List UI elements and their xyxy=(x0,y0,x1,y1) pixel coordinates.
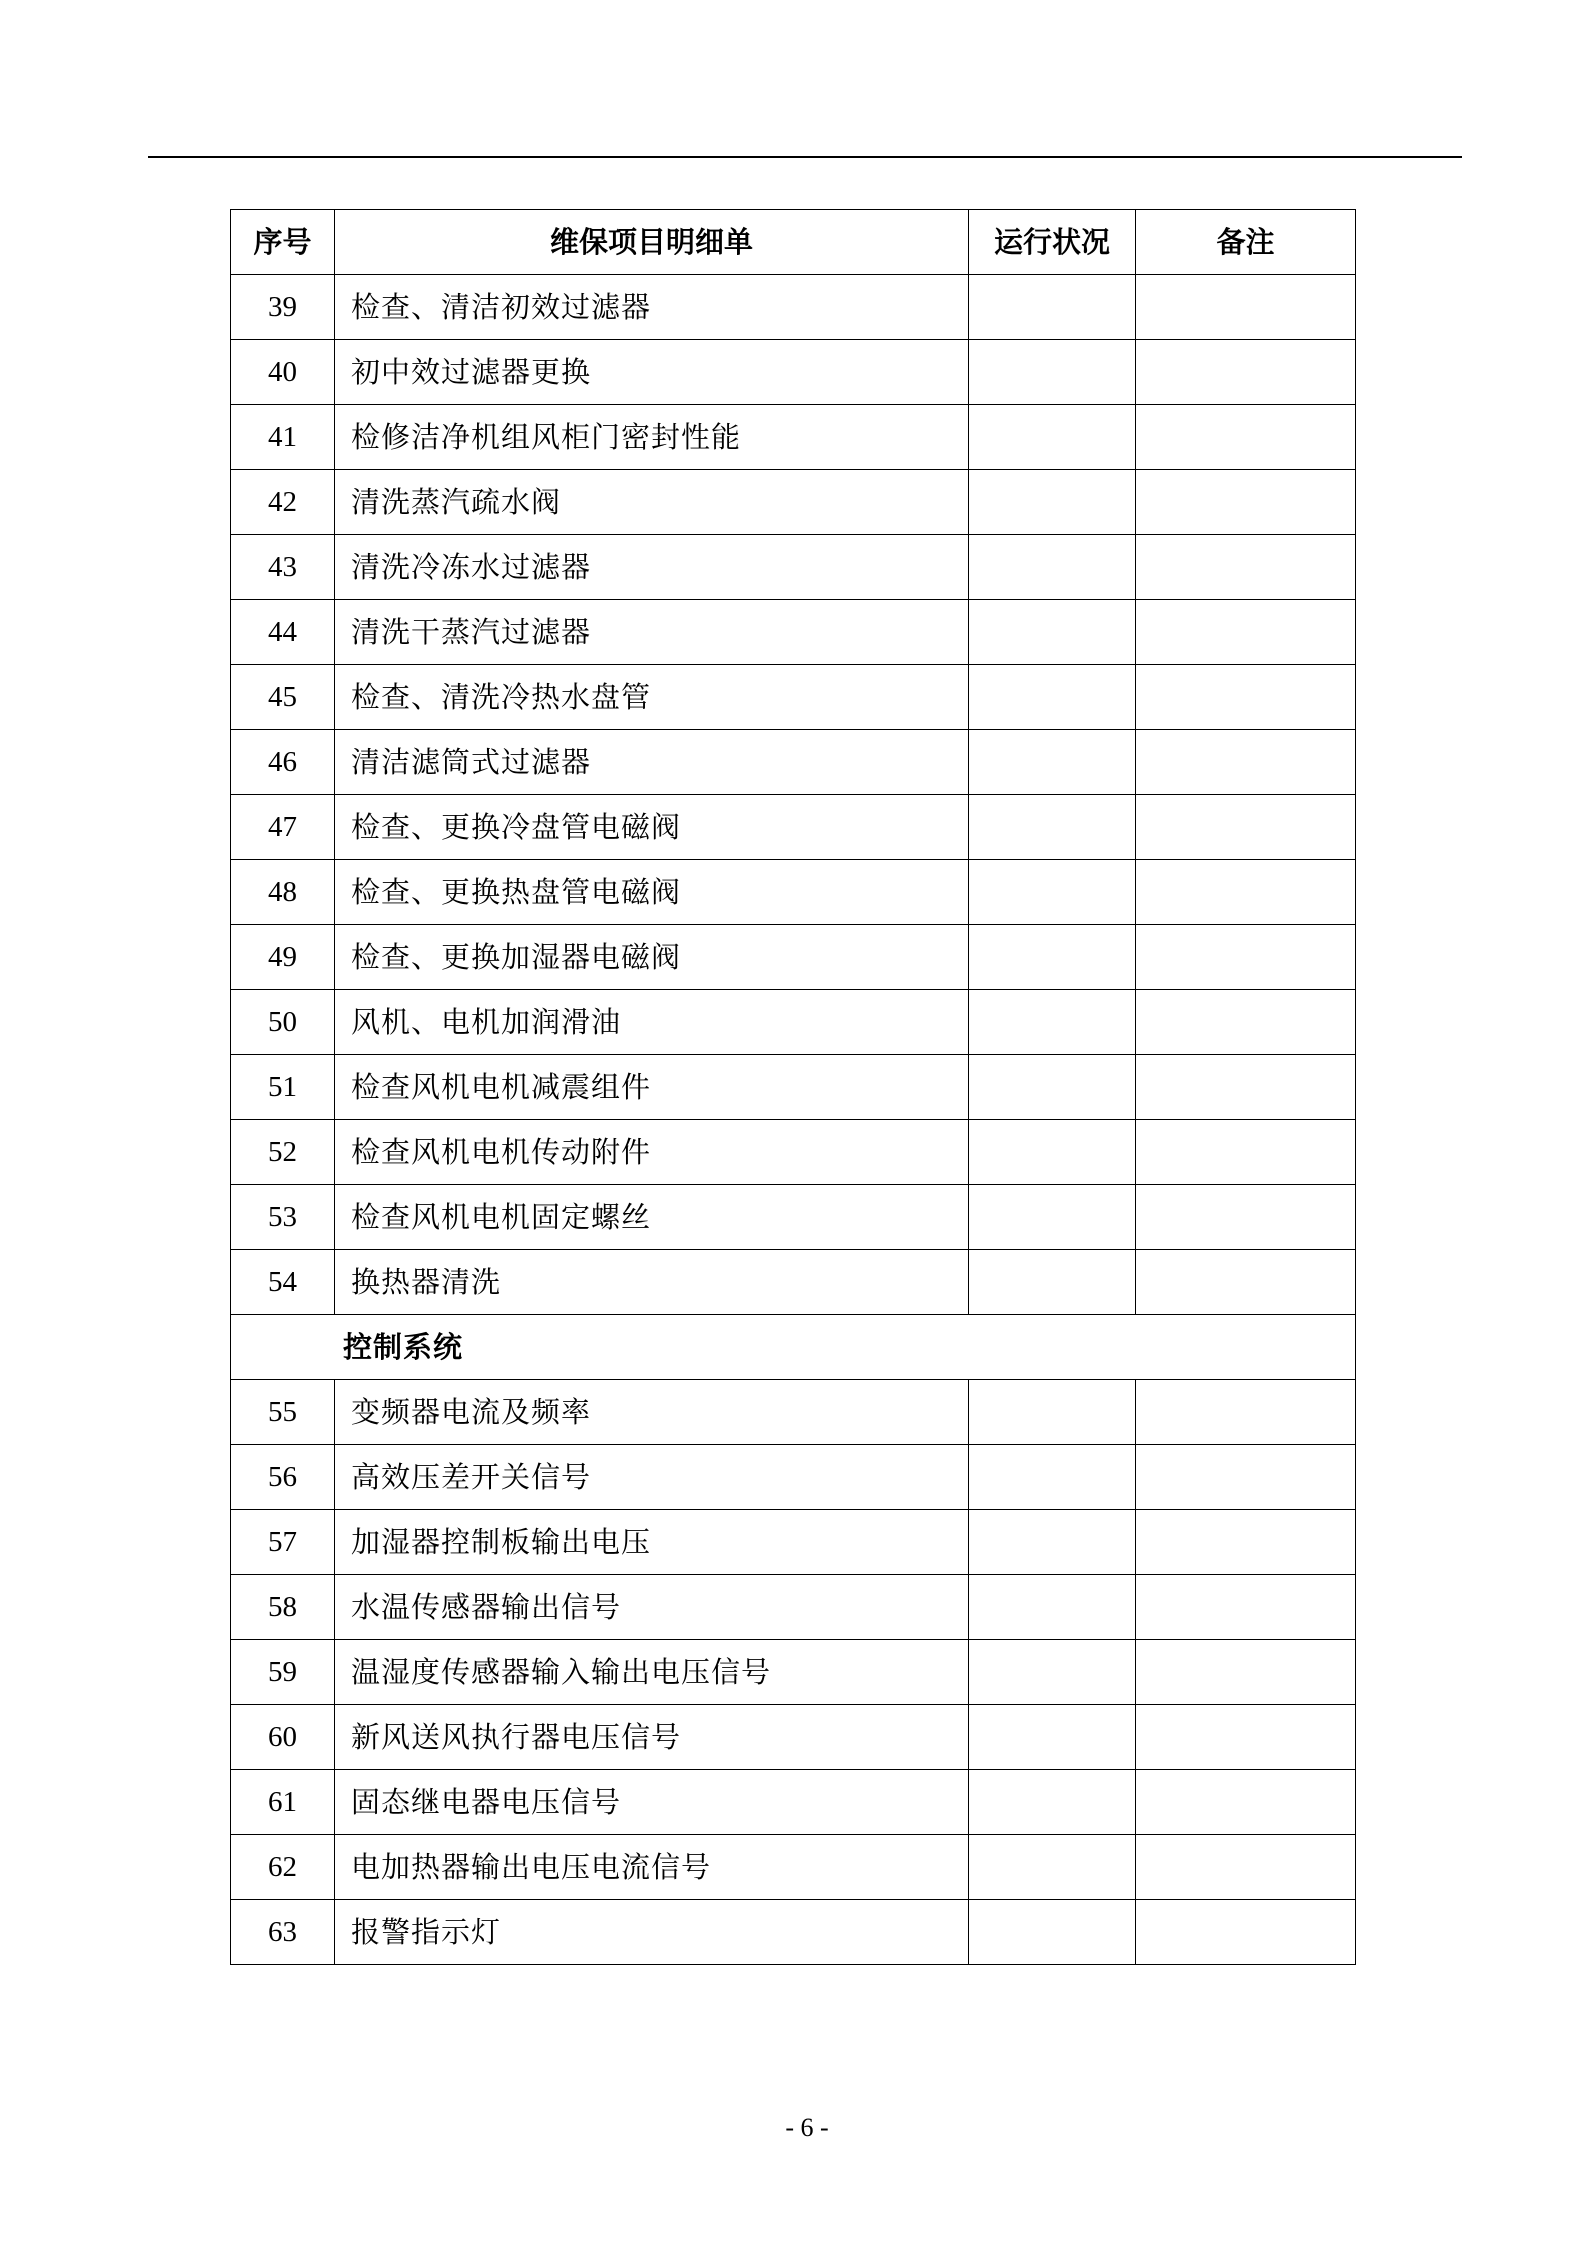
row-status-cell[interactable] xyxy=(969,1705,1136,1770)
row-status-cell[interactable] xyxy=(969,1250,1136,1315)
row-remark-cell[interactable] xyxy=(1136,535,1356,600)
row-item: 初中效过滤器更换 xyxy=(335,340,969,405)
row-status-cell[interactable] xyxy=(969,1900,1136,1965)
table-row xyxy=(231,535,1356,600)
row-item: 检修洁净机组风柜门密封性能 xyxy=(335,405,969,470)
section-title: 控制系统 xyxy=(231,1315,1356,1380)
row-number: 52 xyxy=(231,1120,335,1185)
table-row xyxy=(231,1445,1356,1510)
row-item: 变频器电流及频率 xyxy=(335,1380,969,1445)
table-row xyxy=(231,665,1356,730)
row-remark-cell[interactable] xyxy=(1136,1575,1356,1640)
row-item: 清洗干蒸汽过滤器 xyxy=(335,600,969,665)
table-row xyxy=(231,1380,1356,1445)
row-item: 电加热器输出电压电流信号 xyxy=(335,1835,969,1900)
table-row xyxy=(231,1250,1356,1315)
row-number: 48 xyxy=(231,860,335,925)
section-row xyxy=(231,1315,1356,1380)
row-status-cell[interactable] xyxy=(969,340,1136,405)
table-row xyxy=(231,1185,1356,1250)
row-remark-cell[interactable] xyxy=(1136,795,1356,860)
row-item: 检查风机电机减震组件 xyxy=(335,1055,969,1120)
row-status-cell[interactable] xyxy=(969,535,1136,600)
row-remark-cell[interactable] xyxy=(1136,1380,1356,1445)
row-remark-cell[interactable] xyxy=(1136,1770,1356,1835)
row-status-cell[interactable] xyxy=(969,1835,1136,1900)
row-item: 检查风机电机传动附件 xyxy=(335,1120,969,1185)
row-remark-cell[interactable] xyxy=(1136,1510,1356,1575)
row-status-cell[interactable] xyxy=(969,1055,1136,1120)
row-number: 53 xyxy=(231,1185,335,1250)
table-row xyxy=(231,990,1356,1055)
row-number: 60 xyxy=(231,1705,335,1770)
row-number: 43 xyxy=(231,535,335,600)
row-remark-cell[interactable] xyxy=(1136,1900,1356,1965)
table-body-maintenance xyxy=(231,275,1356,1315)
row-remark-cell[interactable] xyxy=(1136,665,1356,730)
table-header-row xyxy=(231,210,1356,275)
row-item: 水温传感器输出信号 xyxy=(335,1575,969,1640)
header-no: 序号 xyxy=(231,210,335,275)
row-number: 58 xyxy=(231,1575,335,1640)
row-item: 检查、更换冷盘管电磁阀 xyxy=(335,795,969,860)
row-item: 固态继电器电压信号 xyxy=(335,1770,969,1835)
row-remark-cell[interactable] xyxy=(1136,275,1356,340)
header-status: 运行状况 xyxy=(969,210,1136,275)
table-row xyxy=(231,1770,1356,1835)
row-number: 45 xyxy=(231,665,335,730)
row-remark-cell[interactable] xyxy=(1136,1055,1356,1120)
row-number: 57 xyxy=(231,1510,335,1575)
table-row xyxy=(231,405,1356,470)
row-status-cell[interactable] xyxy=(969,1575,1136,1640)
table-body-control xyxy=(231,1380,1356,1965)
row-remark-cell[interactable] xyxy=(1136,1705,1356,1770)
row-status-cell[interactable] xyxy=(969,1120,1136,1185)
row-number: 44 xyxy=(231,600,335,665)
row-status-cell[interactable] xyxy=(969,275,1136,340)
row-remark-cell[interactable] xyxy=(1136,1185,1356,1250)
header-item: 维保项目明细单 xyxy=(335,210,969,275)
table-row xyxy=(231,600,1356,665)
row-status-cell[interactable] xyxy=(969,795,1136,860)
row-remark-cell[interactable] xyxy=(1136,405,1356,470)
table-row xyxy=(231,925,1356,990)
row-item: 检查、更换热盘管电磁阀 xyxy=(335,860,969,925)
row-remark-cell[interactable] xyxy=(1136,600,1356,665)
row-remark-cell[interactable] xyxy=(1136,340,1356,405)
row-status-cell[interactable] xyxy=(969,1510,1136,1575)
row-remark-cell[interactable] xyxy=(1136,990,1356,1055)
row-number: 47 xyxy=(231,795,335,860)
row-number: 40 xyxy=(231,340,335,405)
row-status-cell[interactable] xyxy=(969,405,1136,470)
row-item: 清洁滤筒式过滤器 xyxy=(335,730,969,795)
row-number: 46 xyxy=(231,730,335,795)
row-status-cell[interactable] xyxy=(969,730,1136,795)
row-item: 加湿器控制板输出电压 xyxy=(335,1510,969,1575)
row-number: 42 xyxy=(231,470,335,535)
row-status-cell[interactable] xyxy=(969,1185,1136,1250)
row-number: 51 xyxy=(231,1055,335,1120)
row-status-cell[interactable] xyxy=(969,600,1136,665)
table-row xyxy=(231,730,1356,795)
row-item: 清洗蒸汽疏水阀 xyxy=(335,470,969,535)
row-remark-cell[interactable] xyxy=(1136,925,1356,990)
row-item: 检查、清洗冷热水盘管 xyxy=(335,665,969,730)
table-row xyxy=(231,860,1356,925)
table-row xyxy=(231,1705,1356,1770)
row-number: 59 xyxy=(231,1640,335,1705)
table-row xyxy=(231,795,1356,860)
table-row xyxy=(231,275,1356,340)
row-number: 55 xyxy=(231,1380,335,1445)
row-remark-cell[interactable] xyxy=(1136,1835,1356,1900)
table-row xyxy=(231,1835,1356,1900)
row-number: 56 xyxy=(231,1445,335,1510)
row-remark-cell[interactable] xyxy=(1136,730,1356,795)
row-status-cell[interactable] xyxy=(969,1640,1136,1705)
row-number: 54 xyxy=(231,1250,335,1315)
table-row xyxy=(231,1510,1356,1575)
row-status-cell[interactable] xyxy=(969,1380,1136,1445)
table-row xyxy=(231,1055,1356,1120)
row-item: 检查风机电机固定螺丝 xyxy=(335,1185,969,1250)
row-remark-cell[interactable] xyxy=(1136,1640,1356,1705)
table-row xyxy=(231,340,1356,405)
row-number: 49 xyxy=(231,925,335,990)
table-row xyxy=(231,1120,1356,1185)
row-status-cell[interactable] xyxy=(969,925,1136,990)
header-rule xyxy=(148,156,1462,158)
header-remark: 备注 xyxy=(1136,210,1356,275)
row-item: 风机、电机加润滑油 xyxy=(335,990,969,1055)
row-remark-cell[interactable] xyxy=(1136,860,1356,925)
row-status-cell[interactable] xyxy=(969,1445,1136,1510)
table-row xyxy=(231,1640,1356,1705)
page-number: - 6 - xyxy=(785,2113,829,2142)
row-remark-cell[interactable] xyxy=(1136,1120,1356,1185)
row-remark-cell[interactable] xyxy=(1136,1445,1356,1510)
row-item: 高效压差开关信号 xyxy=(335,1445,969,1510)
row-item: 温湿度传感器输入输出电压信号 xyxy=(335,1640,969,1705)
row-item: 报警指示灯 xyxy=(335,1900,969,1965)
row-status-cell[interactable] xyxy=(969,860,1136,925)
row-status-cell[interactable] xyxy=(969,470,1136,535)
row-number: 50 xyxy=(231,990,335,1055)
table-row xyxy=(231,1900,1356,1965)
row-number: 41 xyxy=(231,405,335,470)
row-number: 63 xyxy=(231,1900,335,1965)
row-status-cell[interactable] xyxy=(969,990,1136,1055)
row-item: 新风送风执行器电压信号 xyxy=(335,1705,969,1770)
row-remark-cell[interactable] xyxy=(1136,470,1356,535)
table-body-section xyxy=(231,1315,1356,1380)
row-number: 39 xyxy=(231,275,335,340)
row-number: 61 xyxy=(231,1770,335,1835)
row-remark-cell[interactable] xyxy=(1136,1250,1356,1315)
maintenance-table xyxy=(230,209,1356,1965)
row-item: 换热器清洗 xyxy=(335,1250,969,1315)
row-status-cell[interactable] xyxy=(969,1770,1136,1835)
row-status-cell[interactable] xyxy=(969,665,1136,730)
row-item: 检查、清洁初效过滤器 xyxy=(335,275,969,340)
row-number: 62 xyxy=(231,1835,335,1900)
table-row xyxy=(231,470,1356,535)
row-item: 清洗冷冻水过滤器 xyxy=(335,535,969,600)
row-item: 检查、更换加湿器电磁阀 xyxy=(335,925,969,990)
table-row xyxy=(231,1575,1356,1640)
